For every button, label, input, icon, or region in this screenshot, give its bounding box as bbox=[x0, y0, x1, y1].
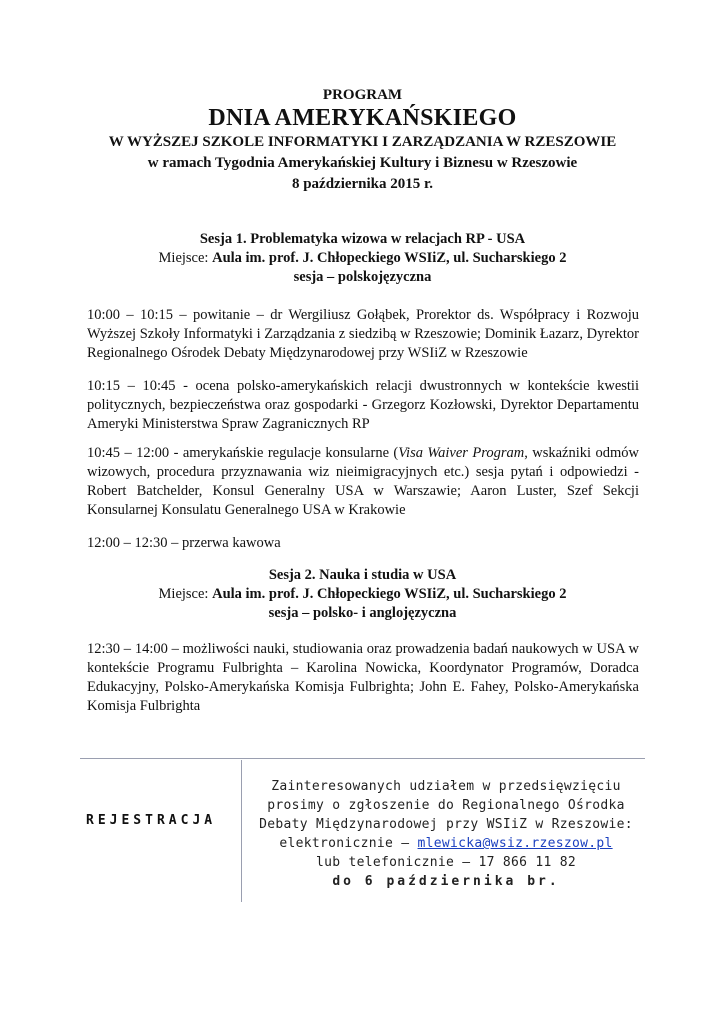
registration-divider bbox=[80, 758, 645, 759]
agenda-item: 10:00 – 10:15 – powitanie – dr Wergiliusz Gołąbek, Prorektor ds. Współpracy i Rozwoju Wyższej Szkoły Informatyki i Zarządzania z siedzibą w Rzeszowie; Dominik Łazarz, Dyrektor Regionalnego Ośrodek Debaty Międzynarodowej przy WSIiZ w Rzeszowie bbox=[87, 307, 639, 361]
program-label: PROGRAM bbox=[322, 87, 403, 103]
session2-place-label: Miejsce: bbox=[158, 586, 213, 602]
registration-line: Zainteresowanych udziałem w przedsięwzięciu bbox=[271, 779, 621, 794]
session2-title: Sesja 2. Nauka i studia w USA bbox=[268, 567, 457, 583]
document-header bbox=[0, 86, 725, 195]
session1-place-value: Aula im. prof. J. Chłopeckiego WSIiZ, ul. Sucharskiego 2 bbox=[212, 250, 567, 266]
registration-line: Debaty Międzynarodowej przy WSIiZ w Rzeszowie: bbox=[259, 817, 633, 832]
session1-language: sesja – polskojęzyczna bbox=[293, 269, 432, 285]
session1-place-label: Miejsce: bbox=[158, 250, 213, 266]
agenda-item: 10:15 – 10:45 - ocena polsko-amerykańskich relacji dwustronnych w kontekście kwestii politycznych, bezpieczeństwa oraz gospodarki - Grzegorz Kozłowski, Dyrektor Departamentu Ameryki Ministerstwa Spraw Zagranicznych RP bbox=[87, 378, 639, 432]
page-title: DNIA AMERYKAŃSKIEGO bbox=[208, 105, 517, 131]
registration-email-prefix: elektronicznie – bbox=[279, 836, 418, 851]
session2-language: sesja – polsko- i anglojęzyczna bbox=[268, 605, 457, 621]
registration-label: REJESTRACJA bbox=[86, 813, 217, 828]
session2-place bbox=[0, 585, 725, 604]
agenda-item-text: 10:45 – 12:00 - amerykańskie regulacje konsularne ( bbox=[87, 445, 399, 461]
session1-place bbox=[0, 249, 725, 268]
agenda-item bbox=[87, 444, 639, 520]
session1-title: Sesja 1. Problematyka wizowa w relacjach RP - USA bbox=[199, 231, 526, 247]
agenda-item-text: , wskaźniki odmów wizowych, procedura przyznawania wiz nieimigracyjnych etc.) sesja pytań i odpowiedzi - Robert Batchelder, Konsul Generalny USA w Warszawie; Aaron Luster, Szef Sekcji Konsularnej Konsulatu Generalnego USA w Krakowie bbox=[87, 445, 639, 518]
agenda-break: 12:00 – 12:30 – przerwa kawowa bbox=[87, 535, 281, 551]
registration-deadline: do 6 października br. bbox=[332, 874, 560, 889]
session1-header bbox=[0, 230, 725, 287]
session2-place-value: Aula im. prof. J. Chłopeckiego WSIiZ, ul. Sucharskiego 2 bbox=[212, 586, 567, 602]
agenda-item: 12:30 – 14:00 – możliwości nauki, studiowania oraz prowadzenia badań naukowych w USA w kontekście Programu Fulbrighta – Karolina Nowicka, Koordynator Programów, Doradca Edukacyjny, Polsko-Amerykańska Komisja Fulbrighta; John E. Fahey, Polsko-Amerykańska Komisja Fulbrighta bbox=[87, 641, 639, 714]
event-date: 8 października 2015 r. bbox=[291, 176, 434, 192]
school-name: W WYŻSZEJ SZKOLE INFORMATYKI I ZARZĄDZANIA W RZESZOWIE bbox=[108, 134, 617, 150]
registration-phone: lub telefonicznie – 17 866 11 82 bbox=[315, 855, 577, 870]
registration-email-link[interactable]: mlewicka@wsiz.rzeszow.pl bbox=[417, 836, 613, 851]
session2-header bbox=[0, 566, 725, 623]
agenda-item-italic: Visa Waiver Program bbox=[398, 445, 525, 461]
registration-column-divider bbox=[241, 760, 242, 902]
event-context: w ramach Tygodnia Amerykańskiej Kultury i Biznesu w Rzeszowie bbox=[147, 155, 578, 171]
registration-info bbox=[246, 777, 646, 891]
registration-email-line bbox=[246, 834, 646, 853]
registration-line: prosimy o zgłoszenie do Regionalnego Ośrodka bbox=[267, 798, 625, 813]
